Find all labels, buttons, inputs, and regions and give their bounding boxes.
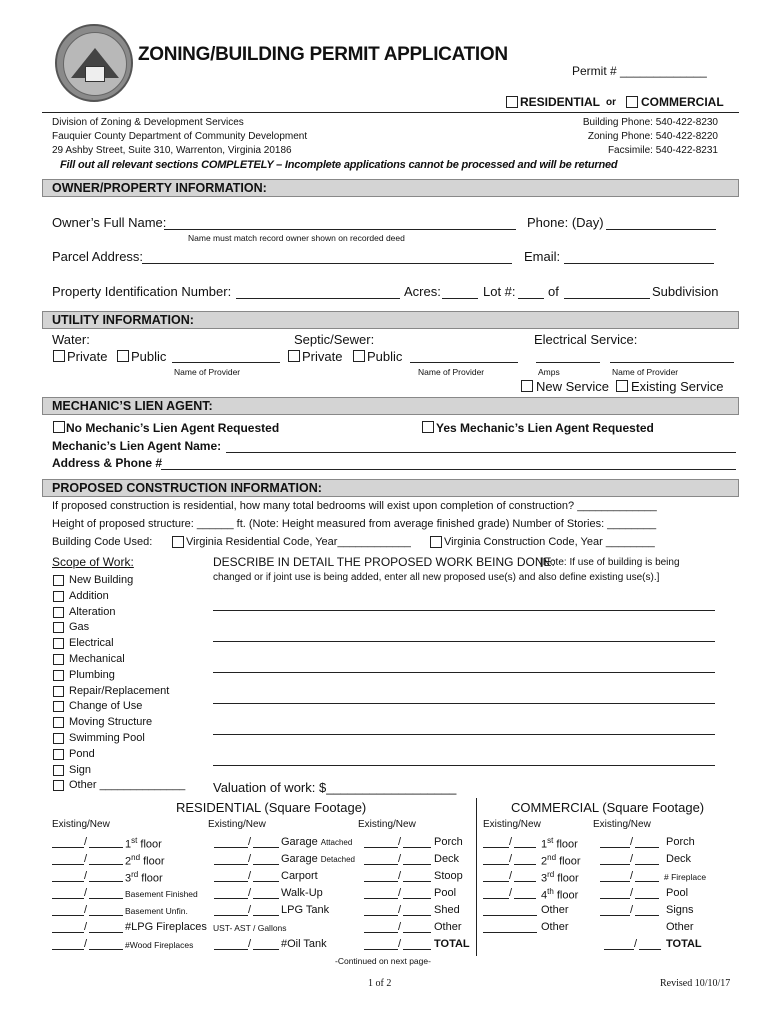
sqft-field[interactable] [214,847,248,848]
describe-line[interactable] [213,734,715,735]
owner-section-header: OWNER/PROPERTY INFORMATION: [42,179,739,197]
sqft-field[interactable] [600,898,630,899]
sqft-slash: / [248,836,252,848]
scope-checkbox[interactable] [53,717,64,728]
phone-field[interactable] [606,229,716,230]
sqft-label: #Oil Tank [281,938,327,950]
sqft-label: 1st floor [541,836,578,851]
department-text: Fauquier County Department of Community Development [52,131,308,142]
sqft-field[interactable] [364,898,398,899]
sqft-label: 2nd floor [541,853,581,868]
page-title: ZONING/BUILDING PERMIT APPLICATION [138,44,508,65]
sqft-field[interactable] [52,915,84,916]
residential-checkbox[interactable] [506,96,518,108]
scope-checkbox[interactable] [53,780,64,791]
permit-number-label: Permit # _____________ [572,64,707,78]
septic-provider-field[interactable] [410,362,518,363]
sqft-label: 3rd floor [541,870,579,885]
scope-checkbox[interactable] [53,607,64,618]
sqft-label: Garage Attached [281,836,353,848]
sqft-field[interactable] [600,847,630,848]
existing-new-header: Existing/New [593,819,651,830]
code-used-label: Building Code Used: [52,536,153,548]
sqft-field[interactable] [600,881,630,882]
no-lien-checkbox[interactable] [53,421,65,433]
sqft-field[interactable] [364,932,398,933]
electrical-provider-caption: Name of Provider [612,367,679,377]
sqft-label: Pool [434,887,457,899]
lot-label: Lot #: [483,284,516,299]
com-sqft-title: COMMERCIAL (Square Footage) [511,800,705,815]
sqft-field[interactable] [403,932,431,933]
electrical-provider-field[interactable] [610,362,734,363]
sqft-field[interactable] [483,898,509,899]
va-construction-label: Virginia Construction Code, Year ________ [444,536,655,548]
describe-note: [Note: If use of building is being [540,557,680,568]
scope-item-label: Addition [69,589,109,602]
sqft-label: Other [541,904,569,916]
sqft-field[interactable] [403,898,431,899]
commercial-checkbox[interactable] [626,96,638,108]
yes-lien-checkbox[interactable] [422,421,434,433]
owner-name-field[interactable] [164,229,516,230]
va-construction-checkbox[interactable] [430,536,442,548]
sqft-field[interactable] [89,881,123,882]
scope-item-label: Swimming Pool [69,732,145,744]
sqft-slash: / [84,853,88,865]
sqft-field[interactable] [253,847,279,848]
sqft-label: Deck [434,853,460,865]
describe-note-2: changed or if joint use is being added, enter all new proposed use(s) and also define existing use(s).] [213,572,660,583]
sqft-field[interactable] [604,949,634,950]
sqft-field[interactable] [514,881,536,882]
water-public-label: Public [131,349,167,364]
sqft-slash: / [630,904,634,916]
sqft-slash: / [84,836,88,848]
sqft-slash: / [84,938,88,950]
sqft-label: TOTAL [666,938,702,950]
division-text: Division of Zoning & Development Services [52,117,244,128]
sqft-label: Basement Finished [125,889,198,899]
scope-checkbox[interactable] [53,701,64,712]
building-phone: Building Phone: 540-422-8230 [582,117,718,128]
sqft-slash: / [509,853,513,865]
residential-label: RESIDENTIAL [520,95,601,109]
sqft-slash: / [634,938,638,950]
sqft-slash: / [630,853,634,865]
lot-field[interactable] [518,298,544,299]
scope-item-label: Change of Use [69,700,143,713]
pin-label: Property Identification Number: [52,284,232,299]
sqft-label: Other [666,921,694,933]
sqft-label: Stoop [434,870,463,882]
sqft-label: UST- AST / Gallons [213,923,287,933]
scope-checkbox[interactable] [53,591,64,602]
or-label: or [606,97,616,108]
sqft-label: Deck [666,853,692,865]
sqft-label: 4th floor [541,887,579,902]
sqft-label: Porch [434,836,463,848]
water-private-checkbox[interactable] [53,350,65,362]
sqft-field[interactable] [364,847,398,848]
sqft-field[interactable] [89,949,123,950]
new-service-checkbox[interactable] [521,380,533,392]
sqft-field[interactable] [214,949,248,950]
sqft-field[interactable] [52,898,84,899]
scope-checkbox[interactable] [53,638,64,649]
sqft-field[interactable] [639,949,661,950]
septic-provider-caption: Name of Provider [418,367,485,377]
sqft-field[interactable] [253,898,279,899]
sqft-field[interactable] [89,864,123,865]
septic-private-label: Private [302,349,343,364]
sqft-field[interactable] [89,915,123,916]
address-text: 29 Ashby Street, Suite 310, Warrenton, Virginia 20186 [52,145,292,156]
water-label: Water: [52,332,90,347]
sqft-field[interactable] [635,864,659,865]
sqft-field[interactable] [364,864,398,865]
sqft-field[interactable] [483,847,509,848]
sqft-slash: / [248,870,252,882]
sqft-field[interactable] [635,898,659,899]
pin-field[interactable] [236,298,400,299]
email-label: Email: [524,249,561,264]
res-sqft-title: RESIDENTIAL (Square Footage) [176,800,367,815]
sqft-slash: / [398,921,402,933]
sqft-field[interactable] [52,949,84,950]
sqft-field[interactable] [364,915,398,916]
sqft-field[interactable] [52,847,84,848]
scope-item-label: New Building [69,574,134,586]
sqft-field[interactable] [635,881,659,882]
existing-new-header: Existing/New [52,819,110,830]
scope-checkbox[interactable] [53,749,64,760]
subdivision-field[interactable] [564,298,650,299]
scope-item-label: Alteration [69,605,116,618]
septic-label: Septic/Sewer: [294,332,375,347]
scope-checkbox[interactable] [53,575,64,586]
parcel-field[interactable] [142,263,512,264]
acres-label: Acres: [404,284,441,299]
sqft-slash: / [509,836,513,848]
water-private-label: Private [67,349,108,364]
sqft-slash: / [509,887,513,899]
sqft-label: Pool [666,887,689,899]
scope-item-label: Pond [69,747,95,760]
sqft-field[interactable] [600,915,630,916]
scope-item-label: Plumbing [69,668,115,681]
sqft-label: Walk-Up [281,887,323,899]
va-residential-checkbox[interactable] [172,536,184,548]
lien-name-label: Mechanic’s Lien Agent Name: [52,439,222,453]
sqft-slash: / [630,870,634,882]
sqft-label: 1st floor [125,836,162,851]
sqft-field[interactable] [403,881,431,882]
lien-address-field[interactable] [161,469,736,470]
sqft-slash: / [398,938,402,950]
acres-field[interactable] [442,298,478,299]
scope-item-label: Other ______________ [69,779,186,792]
amps-caption: Amps [538,367,560,377]
existing-new-header: Existing/New [483,819,541,830]
sqft-field[interactable] [483,915,537,916]
sqft-field[interactable] [89,847,123,848]
sqft-label: Other [541,921,569,933]
water-provider-field[interactable] [172,362,280,363]
sqft-label: 2nd floor [125,853,165,868]
sqft-field[interactable] [253,864,279,865]
scope-item-label: Repair/Replacement [69,684,170,697]
sqft-field[interactable] [635,847,659,848]
sqft-slash: / [398,887,402,899]
scope-checkbox[interactable] [53,654,64,665]
sqft-slash: / [509,870,513,882]
scope-item-label: Mechanical [69,653,125,665]
sqft-field[interactable] [483,881,509,882]
height-question: Height of proposed structure: ______ ft. (Note: Height measured from average finished grade) Number of Stories: ________ [52,518,657,530]
sqft-label: Shed [434,904,460,916]
sqft-divider [476,798,477,956]
sqft-label: Porch [666,836,695,848]
scope-item-label: Sign [69,763,92,776]
sqft-slash: / [398,870,402,882]
water-provider-caption: Name of Provider [174,367,241,377]
notice-text: Fill out all relevant sections COMPLETELY – Incomplete applications cannot be processed and will be returned [60,159,618,171]
sqft-field[interactable] [403,847,431,848]
scope-item-label: Moving Structure [69,716,153,729]
existing-service-checkbox[interactable] [616,380,628,392]
commercial-label: COMMERCIAL [641,95,724,109]
existing-new-header: Existing/New [358,819,416,830]
describe-line[interactable] [213,610,715,611]
sqft-field[interactable] [403,864,431,865]
describe-line[interactable] [213,765,715,766]
sqft-label: #Wood Fireplaces [125,940,194,950]
lien-name-field[interactable] [226,452,736,453]
sqft-slash: / [248,887,252,899]
sqft-label: Other [434,921,462,933]
sqft-field[interactable] [253,881,279,882]
owner-name-note: Name must match record owner shown on recorded deed [188,233,405,243]
sqft-field[interactable] [52,864,84,865]
page-number: 1 of 2 [368,978,392,989]
sqft-slash: / [398,853,402,865]
sqft-label: 3rd floor [125,870,163,885]
lien-section-header: MECHANIC’S LIEN AGENT: [42,397,739,415]
sqft-label: LPG Tank [281,904,330,916]
describe-line[interactable] [213,672,715,673]
zoning-phone: Zoning Phone: 540-422-8220 [587,131,718,142]
sqft-slash: / [84,887,88,899]
sqft-field[interactable] [364,881,398,882]
scope-item-label: Gas [69,621,90,634]
sqft-field[interactable] [483,932,537,933]
va-residential-label: Virginia Residential Code, Year____________ [186,536,411,548]
existing-new-header: Existing/New [208,819,266,830]
sqft-field[interactable] [253,949,279,950]
sqft-field[interactable] [89,932,123,933]
bedrooms-question: If proposed construction is residential, how many total bedrooms will exist upon completion of construction? _____________ [52,500,657,512]
sqft-field[interactable] [403,949,431,950]
email-field[interactable] [564,263,714,264]
owner-name-label: Owner’s Full Name: [52,215,167,230]
septic-public-checkbox[interactable] [353,350,365,362]
sqft-field[interactable] [214,898,248,899]
sqft-field[interactable] [214,915,248,916]
sqft-field[interactable] [514,864,536,865]
scope-title: Scope of Work: [52,555,134,569]
sqft-slash: / [398,836,402,848]
of-label: of [548,284,559,299]
septic-private-checkbox[interactable] [288,350,300,362]
describe-line[interactable] [213,703,715,704]
sqft-slash: / [630,836,634,848]
sqft-label: # Fireplace [664,872,707,882]
sqft-slash: / [248,938,252,950]
sqft-field[interactable] [89,898,123,899]
scope-checkbox[interactable] [53,765,64,776]
continued-label: -Continued on next page- [335,956,431,966]
existing-service-label: Existing Service [631,379,724,394]
no-lien-label: No Mechanic’s Lien Agent Requested [66,421,280,435]
sqft-field[interactable] [52,881,84,882]
sqft-label: Signs [666,904,694,916]
sqft-slash: / [84,870,88,882]
sqft-field[interactable] [214,881,248,882]
septic-public-label: Public [367,349,403,364]
sqft-field[interactable] [600,864,630,865]
sqft-slash: / [84,921,88,933]
scope-item-label: Electrical [69,637,114,650]
sqft-field[interactable] [483,864,509,865]
sqft-slash: / [248,853,252,865]
scope-checkbox[interactable] [53,622,64,633]
describe-title: DESCRIBE IN DETAIL THE PROPOSED WORK BEING DONE: [213,555,555,569]
sqft-slash: / [248,904,252,916]
electrical-label: Electrical Service: [534,332,638,347]
sqft-field[interactable] [52,932,84,933]
sqft-slash: / [84,904,88,916]
yes-lien-label: Yes Mechanic’s Lien Agent Requested [436,421,654,435]
sqft-field[interactable] [214,864,248,865]
sqft-label: Basement Unfin. [125,906,188,916]
sqft-field[interactable] [403,915,431,916]
amps-field[interactable] [536,362,600,363]
sqft-label: Carport [281,870,318,882]
lien-address-label: Address & Phone # [52,456,163,470]
sqft-label: Garage Detached [281,853,355,865]
scope-checkbox[interactable] [53,670,64,681]
sqft-field[interactable] [514,847,536,848]
new-service-label: New Service [536,379,609,394]
construction-section-header: PROPOSED CONSTRUCTION INFORMATION: [42,479,739,497]
utility-section-header: UTILITY INFORMATION: [42,311,739,329]
water-public-checkbox[interactable] [117,350,129,362]
sqft-label: TOTAL [434,938,470,950]
revised-date: Revised 10/10/17 [660,978,731,989]
scope-checkbox[interactable] [53,733,64,744]
valuation-label: Valuation of work: $__________________ [213,780,457,795]
phone-label: Phone: (Day) [527,215,604,230]
describe-line[interactable] [213,641,715,642]
sqft-label: #LPG Fireplaces [125,921,207,933]
parcel-label: Parcel Address: [52,249,144,264]
subdivision-label: Subdivision [652,284,719,299]
sqft-field[interactable] [364,949,398,950]
county-seal [55,24,133,102]
facsimile: Facsimile: 540-422-8231 [607,145,718,156]
sqft-slash: / [630,887,634,899]
sqft-field[interactable] [635,915,659,916]
sqft-slash: / [398,904,402,916]
scope-checkbox[interactable] [53,686,64,697]
header-divider [42,112,739,113]
sqft-field[interactable] [253,915,279,916]
sqft-field[interactable] [514,898,536,899]
